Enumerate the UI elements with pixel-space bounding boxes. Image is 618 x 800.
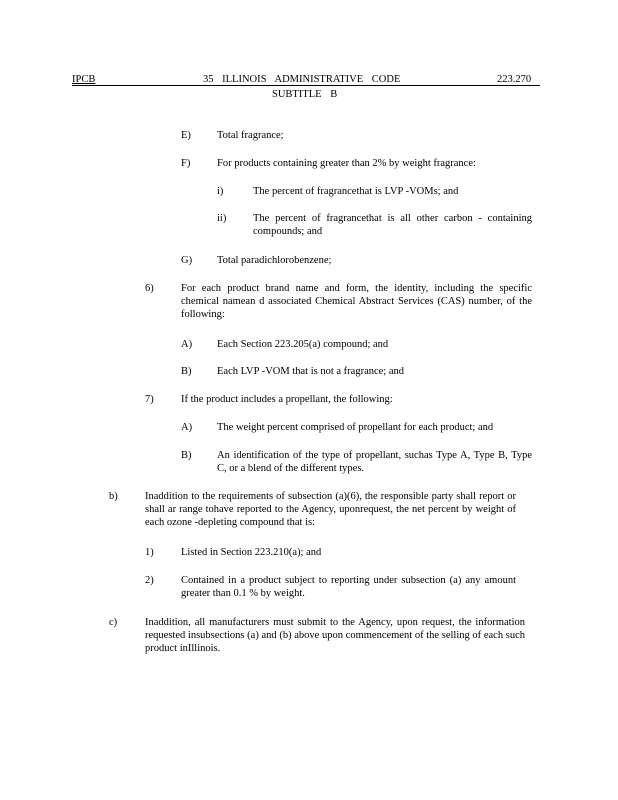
item-label: E): [181, 130, 191, 141]
item-label: B): [181, 366, 192, 377]
item-label: 7): [145, 394, 154, 405]
item-text: For each product brand name and form, the identity, including the specific chemical namean d associated Chemical Abstract Services (CAS) number, of the following:: [181, 283, 532, 320]
item-label: 6): [145, 283, 154, 294]
header-subtitle: SUBTITLE B: [272, 89, 338, 100]
item-text: For products containing greater than 2% by weight fragrance:: [217, 158, 476, 169]
item-text: The percent of fragrancethat is all other carbon - containing compounds; and: [253, 213, 532, 237]
item-label: ii): [217, 213, 227, 224]
item-label: G): [181, 255, 193, 266]
item-text: Total paradichlorobenzene;: [217, 255, 332, 266]
item-text: Total fragrance;: [217, 130, 284, 141]
item-text: If the product includes a propellant, the following:: [181, 394, 393, 405]
item-text: An identification of the type of propellant, suchas Type A, Type B, Type C, or a blend of the different types.: [217, 450, 532, 474]
item-label: b): [109, 491, 118, 502]
item-text: Each Section 223.205(a) compound; and: [217, 339, 389, 350]
item-label: A): [181, 422, 193, 433]
item-text: Inaddition to the requirements of subsection (a)(6), the responsible party shall report or shall ar range tohave reported to the Agency, uponrequest, the net percent by weight of each ozone -depleting compound that is:: [145, 491, 516, 528]
item-text: The percent of fragrancethat is LVP -VOMs; and: [253, 186, 459, 197]
item-text: Inaddition, all manufacturers must submit to the Agency, upon request, the information requested insubsections (a) and (b) above upon commencement of the selling of each such product inIllinois.: [145, 617, 525, 654]
item-text: The weight percent comprised of propellant for each product; and: [217, 422, 494, 433]
item-label: A): [181, 339, 193, 350]
item-label: i): [217, 186, 224, 197]
item-label: c): [109, 617, 118, 628]
item-label: F): [181, 158, 191, 169]
header-rule: [72, 85, 540, 86]
item-label: 1): [145, 547, 154, 558]
header-agency: IPCB: [72, 74, 96, 85]
item-label: B): [181, 450, 192, 461]
item-text: Listed in Section 223.210(a); and: [181, 547, 322, 558]
item-text: Contained in a product subject to reporting under subsection (a) any amount greater than 0.1 % by weight.: [181, 575, 516, 599]
item-text: Each LVP -VOM that is not a fragrance; and: [217, 366, 405, 377]
header-code-title: 35 ILLINOIS ADMINISTRATIVE CODE: [203, 74, 401, 85]
header-section-number: 223.270: [497, 74, 532, 85]
item-label: 2): [145, 575, 154, 586]
